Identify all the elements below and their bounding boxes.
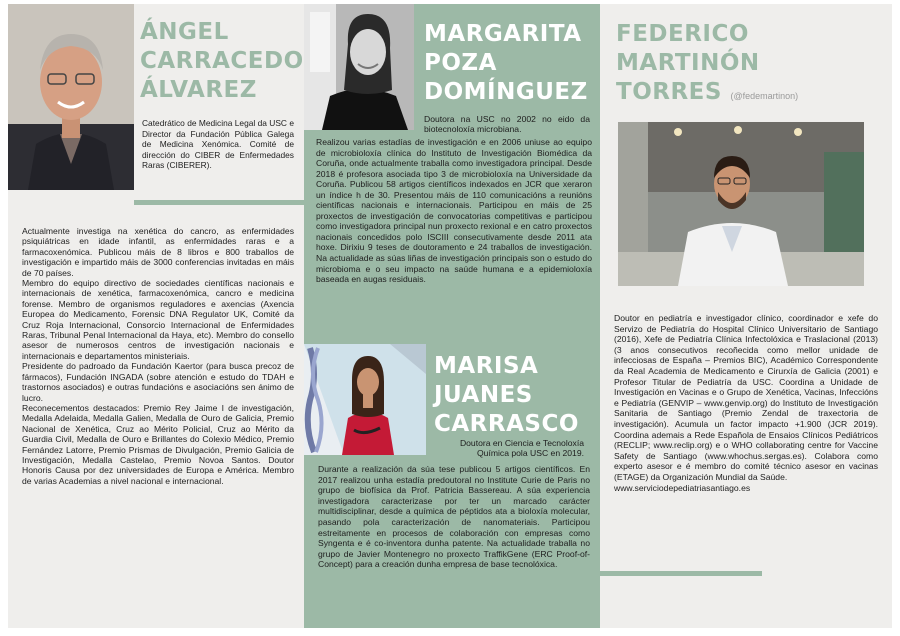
- angel-name-line-1: ÁNGEL: [140, 19, 229, 45]
- angel-bio-foundations: Presidente do padroado da Fundación Kaertor (para busca precoz de fármacos), Fundación INGADA (sobre atención e estudo do TDAH e trastornos asociados) e outras fundacións e asociacións sen ánimo de lucro.: [22, 361, 294, 403]
- angel-name-line-3: ÁLVAREZ: [140, 77, 257, 103]
- federico-name: [616, 20, 798, 111]
- angel-portrait-photo: [8, 4, 134, 190]
- marisa-name-line-2: JUANES: [434, 382, 533, 408]
- angel-intro: Catedrático de Medicina Legal da USC e Director da Fundación Pública Galega de Medicina Xenómica. Comité de dirección do CIBER de Enfermedades Raras (CIBERER).: [142, 118, 294, 171]
- marisa-name: [434, 352, 579, 439]
- angel-bio-awards: Reconecementos destacados: Premio Rey Jaime I de investigación, Medalla Adelaida, Medalla Galien, Medalla de Ouro de Galicia, Premio Nacional de Xenética, Cruz ao Mérito Policial, Cruz ao Mérito da Guardia Civil, Medalla de Ouro e Brillantes do Colexio Médico, Premio Fernández Latorre, Premio Prismas de Divulgación, Premio Galicia de Investigación, Medalla Castelao, Premio Novoa Santos. Doutor Honoris Causa por dez universidades de Europa e América. Membro de varias Academias a nivel nacional e internacional.: [22, 402, 294, 486]
- angel-bio: [22, 226, 294, 486]
- federico-name-line-2: MARTINÓN: [616, 50, 760, 76]
- marisa-name-line-3: CARRASCO: [434, 411, 579, 437]
- profile-column-middle: [304, 4, 600, 628]
- federico-name-line-3: TORRES: [616, 79, 722, 105]
- margarita-intro: Doutora na USC no 2002 no eido da biotecnoloxía microbiana.: [424, 114, 590, 135]
- federico-website-link[interactable]: www.serviciodepediatriasantiago.es: [614, 482, 751, 493]
- angel-bio-research: Actualmente investiga na xenética do cancro, as enfermidades psiquiátricas en idade infantil, as enfermidades raras e a farmacoxenómica. Publicou máis de 8 libros e 800 traballos de investigación e impartido máis de 3000 conferencias invitadas en máis de 70 países.: [22, 226, 294, 278]
- green-divider-bar: [134, 200, 304, 205]
- angel-name: [140, 18, 304, 105]
- marisa-intro: Doutora en Ciencia e Tecnoloxía Química pola USC en 2019.: [459, 438, 584, 459]
- margarita-bio: Realizou varias estadías de investigación e en 2006 uniuse ao equipo de microbioloxía clínica do Instituto de Investigación Biomédica da Coruña, onde actualmente traballa como investigadora principal. Desde 2018 é profesora asociada tipo 3 de microbioloxía na Universidade da Coruña. Publicou 58 artigos científicos indexados en JCR que xeraron un índice h de 30. Presentou máis de 110 comunicacións a reunións científicas nacionais e internacionais. Participou en máis de 25 proxectos de investigación de convocatorias competitivas e participou como investigadora principal nun proxecto rexional e en catro proxectos nacionais concedidos polo ISCIII consecutivamente desde 2011 ata hoxe. Dirixiu 9 teses de doutoramento e 24 traballos de investigación. Na actualidade as súas liñas de investigación principais son o estudo do microbioma e o seu impacto na saúde humana e a epidemioloxía baseada en augas residuais.: [316, 137, 592, 285]
- marisa-name-line-1: MARISA: [434, 353, 539, 379]
- margarita-name-line-1: MARGARITA: [424, 21, 582, 47]
- twitter-handle: (@fedemartinon): [730, 91, 799, 101]
- federico-bio-text: Doutor en pediatría e investigador clínico, coordinador e xefe do Servizo de Pediatría do Hospital Clínico Universitario de Santiago (2016), Xefe de Pediatría Clínica Infectolóxica e Traslacional (2013) (3 anos consecutivos recoñecida como mellor unidade de infecciosas de España – Premios BIC), Académico Correspondente da Real Academia de Medicamento e Cirurxía de Galicia (2001) e Profesor Titular de Pediatría da USC. Coordina a Unidade de Investigación en Vacinas e o Grupo de Xenética, Vacinas, Infeccións e Pediatría (GENVIP – www.genvip.org) do Instituto de Investigación Sanitaria de Santiago (Premio Zendal de traxectoria de investigación). Acumula un factor impacto +1.900 (JCR 2019). Coordina ademais a Rede Española de Ensaios Clínicos Pediátricos (RECLIP; www.reclip.org) e o WHO collaborating centre for Vaccine Safety de Santiago (www.whochus.sergas.es). Colabora como experto asesor e é membro do comité técnico asesor en vacinas (ETAGE) da Organización Mundial da Saúde.: [614, 313, 878, 482]
- profile-angel-carracedo: [8, 4, 304, 628]
- margarita-name-line-2: POZA: [424, 50, 497, 76]
- margarita-name: [424, 20, 588, 107]
- federico-portrait-photo: [618, 122, 864, 286]
- marisa-portrait-photo: [304, 344, 426, 455]
- federico-bio: [614, 313, 878, 493]
- margarita-portrait-photo: [304, 4, 414, 130]
- angel-bio-memberships: Membro do equipo directivo de sociedades científicas nacionais e internacionais de xenética, farmacoxenómica, cancro e medicina forense. Membro de organismos reguladores e axencias (Axencia Europea do Medicamento, Forensic DNA Regulator UK, Comité da Cruz Roja Internacional, Consorcio Internacional de Enfermidades Raras, Tribunal Penal Internacional da Haya, etc). Membro do consello asesor de numerosos centros de investigación nacionais e internacionais e departamentos ministeriais.: [22, 278, 294, 361]
- federico-name-line-1: FEDERICO: [616, 21, 749, 47]
- marisa-bio: Durante a realización da súa tese publicou 5 artigos científicos. En 2017 realizou unha estadía predoutoral no Institute Curie de Paris no grupo de biofísica da Prof. Patricia Bassereau. A súa experiencia investigadora caracterizase por ter un marcado carácter multidisciplinar, desde a química de péptidos ata a bioloxía molecular, pasando pola caracterización de nanomateriais. Participou estreitamente en procesos de colaboración con empresas como Syngenta e é co-inventora dunha patente. Na actualidade traballa no grupo de Javier Montenegro no proxecto TraffikGene (ERC Proof-of-Concept) para a creación dunha empresa de base tecnolóxica.: [318, 464, 590, 570]
- margarita-name-line-3: DOMÍNGUEZ: [424, 79, 588, 105]
- angel-name-line-2: CARRACEDO: [140, 48, 304, 74]
- green-divider-bar: [600, 571, 762, 576]
- profile-federico-martinon: [600, 4, 892, 628]
